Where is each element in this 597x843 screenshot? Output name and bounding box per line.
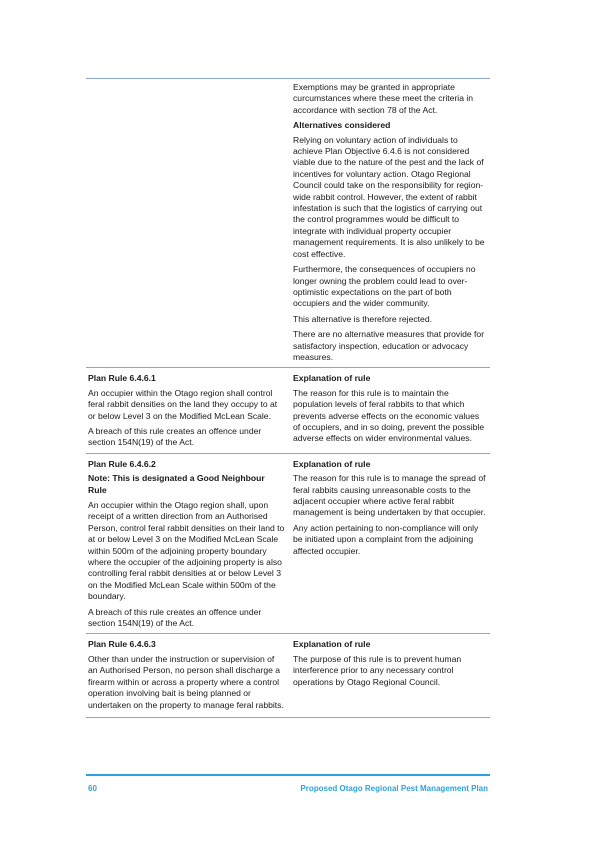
paragraph: A breach of this rule creates an offence under section 154N(19) of the Act. (88, 425, 262, 448)
paragraph: This alternative is therefore rejected. (293, 313, 432, 324)
row-divider (86, 717, 490, 718)
rule-heading: Plan Rule 6.4.6.3 (88, 639, 156, 650)
explanation-cell (291, 454, 490, 634)
paragraph: The reason for this rule is to manage the spread of feral rabbits causing unreasonable costs to the adjacent occupier where active feral rabbit management is being undertaken by that occupier. (293, 473, 486, 518)
explanation-cell (291, 634, 490, 716)
paragraph: An occupier within the Otago region shall, upon receipt of a written direction from an Authorised Person, control feral rabbit densities on their land to at or below Level 3 on the Modified McLean Scale within 500m of the adjoining property boundary where the occupier of the adjoining property is also controlling feral rabbit densities at or below Level 3 on the Modified McLean Scale within 500m of the boundary. (88, 500, 285, 602)
explanation-cell (291, 368, 490, 452)
rule-cell (86, 634, 291, 716)
rule-note: Note: This is designated a Good Neighbour Rule (88, 473, 265, 495)
rule-cell (86, 79, 291, 367)
paragraph: Any action pertaining to non-compliance will only be initiated upon a complaint from the adjoining affected occupier. (293, 522, 479, 556)
rules-rows (86, 79, 490, 718)
section-heading: Explanation of rule (293, 458, 371, 469)
footer-rule (86, 774, 490, 776)
paragraph: Furthermore, the consequences of occupiers no longer owning the problem could lead to over-optimistic expectations on the part of both occupiers and the wider community. (293, 264, 476, 309)
table-row (86, 79, 490, 367)
paragraph: The purpose of this rule is to prevent human interference prior to any necessary control operations by Otago Regional Council. (293, 653, 462, 687)
rule-heading: Plan Rule 6.4.6.2 (88, 458, 156, 469)
rule-cell (86, 454, 291, 634)
paragraph: Relying on voluntary action of individuals to achieve Plan Objective 6.4.6 is not considered viable due to the nature of the pest and the lack of incentives for voluntary action. Otago Regional Council could take on the responsibility for region-wide rabbit control. However, the extent of rabbit infestation is such that the logistics of carrying out the control programmes would be difficult to integrate with individual property occupier management requirements. It is also unlikely to be cost effective. (293, 134, 485, 259)
paragraph: The reason for this rule is to maintain the population levels of feral rabbits to that which prevents adverse effects on the economic values of occupiers, and in so doing, prevent the possible adverse effects on wider environmental values. (293, 387, 485, 444)
section-heading: Explanation of rule (293, 639, 371, 650)
explanation-cell (291, 79, 490, 367)
paragraph: There are no alternative measures that provide for satisfactory inspection, education or advocacy measures. (293, 329, 485, 362)
paragraph: An occupier within the Otago region shall control feral rabbit densities on the land they occupy to at or below Level 3 on the Modified McLean Scale. (88, 387, 278, 421)
paragraph: A breach of this rule creates an offence under section 154N(19) of the Act. (88, 606, 262, 629)
section-heading: Alternatives considered (293, 120, 391, 131)
paragraph: Other than under the instruction or supervision of an Authorised Person, no person shall discharge a firearm within or across a property where a control operation involving bait is being planned or undertaken on the property to manage feral rabbits. (88, 653, 284, 710)
table-row (86, 634, 490, 716)
paragraph: Exemptions may be granted in appropriate curcumstances where these meet the criteria in accordance with section 78 of the Act. (293, 82, 474, 115)
table-row (86, 454, 490, 634)
table-row (86, 368, 490, 452)
rule-cell (86, 368, 291, 452)
rules-table (86, 78, 490, 718)
section-heading: Explanation of rule (293, 373, 371, 384)
page-number: 60 (88, 784, 97, 793)
document-title: Proposed Otago Regional Pest Management Plan (300, 784, 488, 793)
rule-heading: Plan Rule 6.4.6.1 (88, 373, 156, 384)
